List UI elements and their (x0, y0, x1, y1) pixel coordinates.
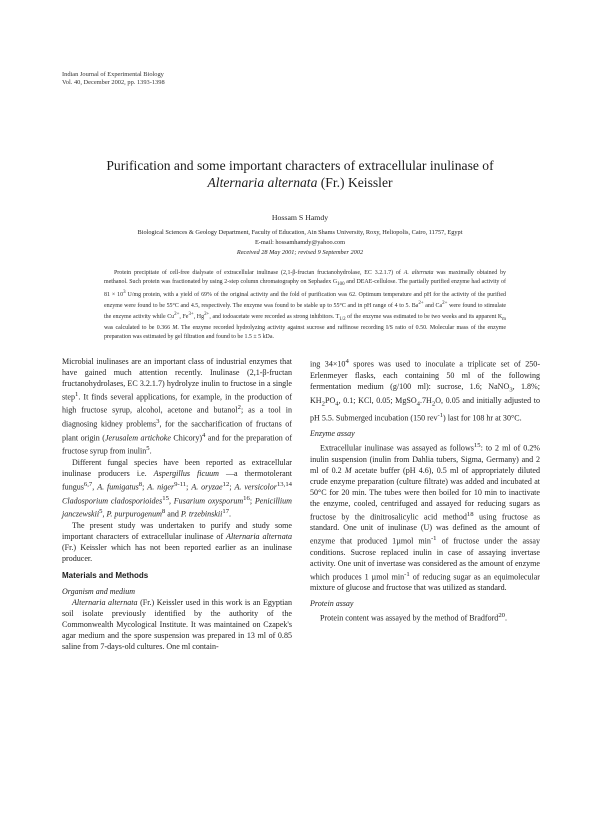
organism-subheading: Organism and medium (62, 586, 136, 596)
abstract-sup: 2+ (418, 300, 424, 306)
abstract-text: U/mg protein, with a yield of 69% of the original activity and the fold of purification was 62. Optimum temperature and pH for the activity of the purified enzyme were found to be 55°C and 4.5, respectively. The enzyme was found to be stable up to 55°C and in pH range of 4 to 5. Ba (104, 292, 506, 309)
abstract-text: , Fe (179, 313, 189, 320)
abstract-text: was maximally obtained by methanol. Such protein was fractionated by using 2-step column chromatography on Sephadex G (104, 270, 507, 285)
abstract-sup: 2+ (174, 311, 180, 317)
abstract-text: of the enzyme was estimated to be two weeks and its apparent K (345, 313, 503, 320)
received-dates: Received 28 May 2001; revised 9 September 2002 (236, 249, 364, 256)
affiliation-block (40, 228, 560, 258)
abstract-text: , and iodoacetate were recorded as strong inhibitors. T (209, 313, 340, 320)
methods-heading: Materials and Methods (62, 570, 149, 580)
affiliation-email: E-mail: hossamhamdy@yahoo.com (254, 239, 346, 246)
journal-name: Indian Journal of Experimental Biology (62, 71, 164, 78)
right-column (310, 357, 540, 625)
journal-issue: Vol. 40, December 2002, pp. 1393-1398 (62, 79, 165, 86)
protein-assay-subheading: Protein assay (310, 599, 354, 609)
abstract-sub: 100 (337, 281, 345, 287)
article-title (40, 157, 560, 191)
present-study-paragraph: The present study was undertaken to purify and study some important characters of extracellular inulinase of Alternaria alternata (Fr.) Keissler which has not been reported earlier as an inulinase producer. (62, 520, 292, 563)
abstract-text: and Ca (423, 302, 443, 309)
left-column (62, 357, 292, 653)
title-authority: (Fr.) Keissler (317, 175, 393, 190)
abstract-sup: 2+ (204, 311, 210, 317)
abstract-text: were found to stimulate the enzyme activity while Cu (104, 302, 506, 320)
abstract-text: , Hg (193, 313, 205, 320)
abstract-text: . The enzyme recorded hydrolyzing activity against sucrose and raffinose recording I/S ratio of 0.50. Molecular mass of the enzyme preparation was estimated by gel filtration and found to be 1.5 ± 5 kDa. (104, 325, 506, 340)
fungi-paragraph: Different fungal species have been reported as extracellular inulinase producers i.e. Aspergillus ficuum —a thermotolerant fungus$^{6,7}$, A. fumigatus$^8$; A. niger$^{9-11}$; A. oryzae$^{12}$; A. versicolor$^{13,14}$ Cladosporium cladosporioides$^{15}$, Fusarium oxysporum$^{16}$; Penicillium janczewskii$^5$, P. purpurogenum$^8$ and P. trzebinskii$^{17}$. (62, 457, 292, 519)
abstract-text: was calculated to be 0.366 (104, 325, 173, 332)
title-species: Alternaria alternata (207, 175, 318, 190)
medium-paragraph: ing $34\times 10^4$ spores was used to inoculate a triplicate set of 250-Erlenmeyer flasks, each containing 50 ml of the following fermentation medium (g/100 ml): sucrose, 1.6; NaNO$_3$, 1.8%; $KH_2PO_4$, 0.1; KCl, 0.05; $MgSO_4.7H_2O$, 0.05 and initially adjusted to pH 5.5. Submerged incubation (150 rev$^{-1}$) last for 108 hr at 30°C. (310, 358, 540, 423)
abstract-sub: m (502, 316, 506, 322)
enzyme-assay-paragraph: Extracellular inulinase was assayed as follows$^{15}$: to 2 ml of 0.2% inulin suspension (inulin from Dahlia tubers, Sigma, Germany) and 2 ml of 0.2 M acetate buffer (pH 4.6), 0.5 ml of appropriately diluted crude enzyme preparation (culture filtrate) was added and incubated at 50°C for 20 min. The tubes were then boiled for 10 min to inactivate the enzyme, cooled, centrifuged and assayed for reducing sugars as fructose by the dinitrosalicylic acid method$^{18}$ using fructose as standard. One unit of inulinase (U) was defined as the amount of enzyme that produced 1µmol $\min^{-1}$ of fructose under the assay conditions. Sucrose replaced inulin in case of assaying invertase activity. One unit of invertase was considered as the amount of enzyme which produces 1 µmol $\min^{-1}$ of reducing sugar as an equimolecular mixture of glucose and fructose that was utilized as standard. (310, 442, 541, 593)
abstract-text: and DEAE-cellulose. The partially purified enzyme had activity of 81 × 10 (104, 278, 506, 299)
enzyme-assay-subheading: Enzyme assay (310, 429, 355, 439)
title-line-1: Purification and some important characters of extracellular inulinase of (106, 158, 494, 173)
abstract-text: Protein precipitate of cell-free dialysate of extracellular inulinase (2,1-β-fructan fructanohydrolase, EC 3.2.1.7) of (114, 270, 404, 276)
abstract-sup: 2+ (442, 300, 448, 306)
journal-header (62, 71, 165, 87)
abstract-sub: 1/2 (339, 316, 346, 322)
affiliation-dept: Biological Sciences & Geology Department, Faculty of Education, Ain Shams University, Roxy, Heliopolis, Cairo, 11757, Egypt (137, 229, 463, 236)
abstract-sup: 3+ (188, 311, 194, 317)
intro-paragraph: Microbial inulinases are an important class of industrial enzymes that have gained much attention recently. Inulinase (2,1-β-fructan fructanohydrolases, EC 3.2.1.7) hydrolyze inulin to fructose in a single step$^1$. It finds several applications, for example, in the production of high fructose syrup, alcohol, acetone and butanol$^2$; as a tool in diagnosing kidney problems$^3$, for the saccharification of fructans of plant origin (Jerusalem artichoke Chicory)$^4$ and for the preparation of fructose syrup from inulin$^5$. (62, 357, 292, 457)
abstract (104, 269, 506, 341)
title-line-2 (40, 174, 560, 191)
author-name: Hossam S Hamdy (271, 213, 329, 222)
organism-paragraph: Alternaria alternata (Fr.) Keissler used in this work is an Egyptian soil isolate previously identified by the authority of the Commonwealth Mycological Institute. It was maintained on Czapek's agar medium and the spore suspension was prepared in 13 ml of 0.85 saline from 7-days-old cultures. One ml contain- (62, 598, 293, 652)
abstract-species: A. alternata (403, 270, 434, 276)
abstract-unit: M (172, 325, 178, 332)
protein-assay-paragraph: Protein content was assayed by the method of Bradford$^{20}$. (320, 612, 508, 623)
abstract-sup: 3 (123, 290, 126, 296)
